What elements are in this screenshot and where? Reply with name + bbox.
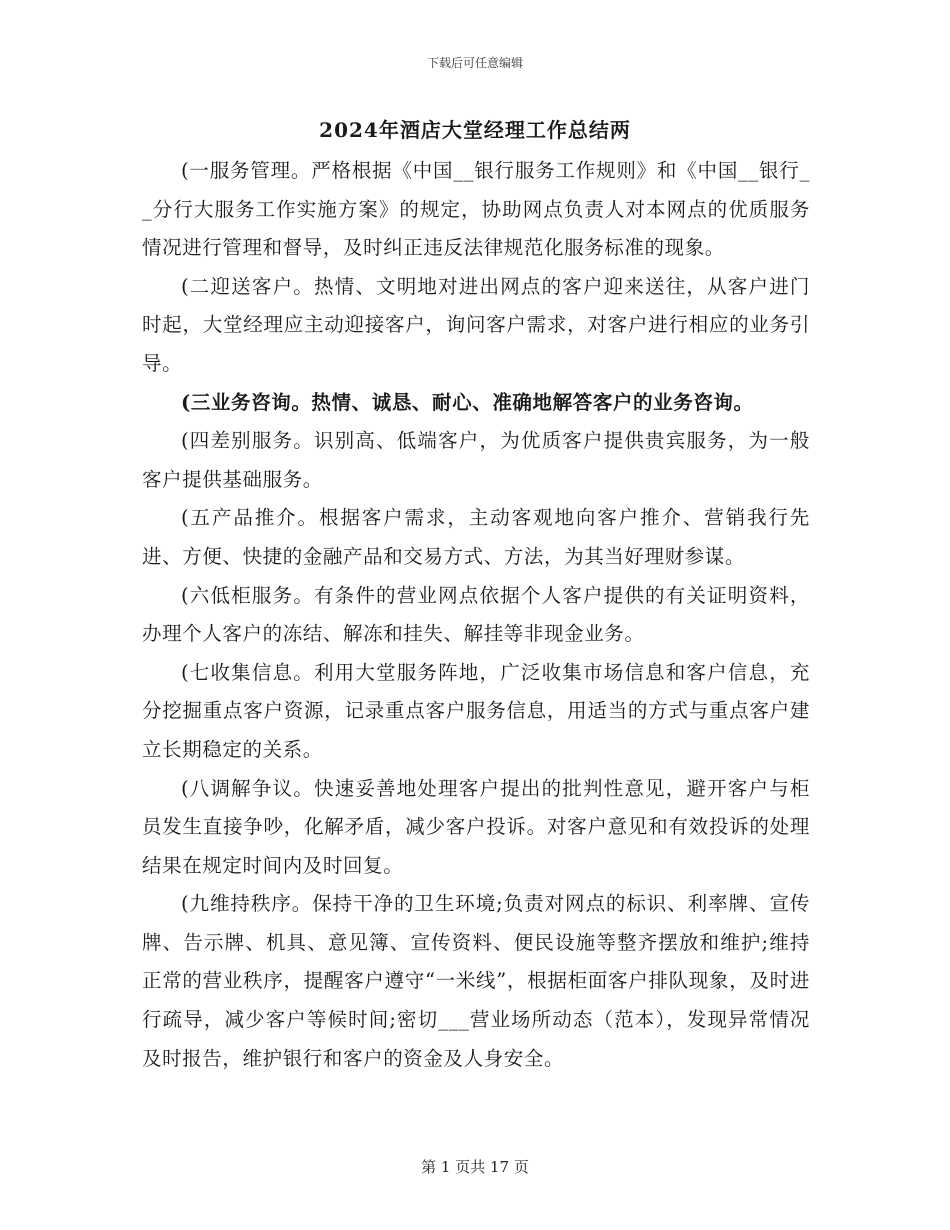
paragraph-low-counter-service: (六低柜服务。有条件的营业网点依据个人客户提供的有关证明资料，办理个人客户的冻结、解冻和挂失、解挂等非现金业务。 <box>142 583 810 646</box>
header-note: 下载后可任意编辑 <box>426 56 523 70</box>
document-body <box>142 152 810 1078</box>
paragraph-differentiated-service: (四差别服务。识别高、低端客户，为优质客户提供贵宾服务，为一般客户提供基础服务。 <box>142 429 810 491</box>
paragraph-information-collection: (七收集信息。利用大堂服务阵地，广泛收集市场信息和客户信息，充分挖掘重点客户资源，记录重点客户服务信息，用适当的方式与重点客户建立长期稳定的关系。 <box>142 660 810 761</box>
document-title: 2024年酒店大堂经理工作总结两 <box>319 118 631 142</box>
paragraph-order-maintenance: (九维持秩序。保持干净的卫生环境;负责对网点的标识、利率牌、宣传牌、告示牌、机具、意见簿、宣传资料、便民设施等整齐摆放和维护;维持正常的营业秩序，提醒客户遵守“一米线”，根据柜面客户排队现象，及时进行疏导，减少客户等候时间;密切___营业场所动态（范本），发现异常情况及时报告，维护银行和客户的资金及人身安全。 <box>142 892 810 1070</box>
paragraph-service-management: (一服务管理。严格根据《中国__银行服务工作规则》和《中国__银行__分行大服务工作实施方案》的规定，协助网点负责人对本网点的优质服务情况进行管理和督导，及时纠正违反法律规范化服务标准的现象。 <box>142 159 810 260</box>
paragraph-greeting-customers: (二迎送客户。热情、文明地对进出网点的客户迎来送往，从客户进门时起，大堂经理应主动迎接客户，询问客户需求，对客户进行相应的业务引导。 <box>142 274 810 375</box>
paragraph-dispute-mediation: (八调解争议。快速妥善地处理客户提出的批判性意见，避开客户与柜员发生直接争吵，化解矛盾，减少客户投诉。对客户意见和有效投诉的处理结果在规定时间内及时回复。 <box>142 776 810 877</box>
paragraph-product-promotion: (五产品推介。根据客户需求，主动客观地向客户推介、营销我行先进、方便、快捷的金融产品和交易方式、方法，为其当好理财参谋。 <box>142 506 810 568</box>
page-footer: 第 1 页共 17 页 <box>421 1158 529 1176</box>
paragraph-business-consulting: (三业务咨询。热情、诚恳、耐心、准确地解答客户的业务咨询。 <box>181 390 754 414</box>
